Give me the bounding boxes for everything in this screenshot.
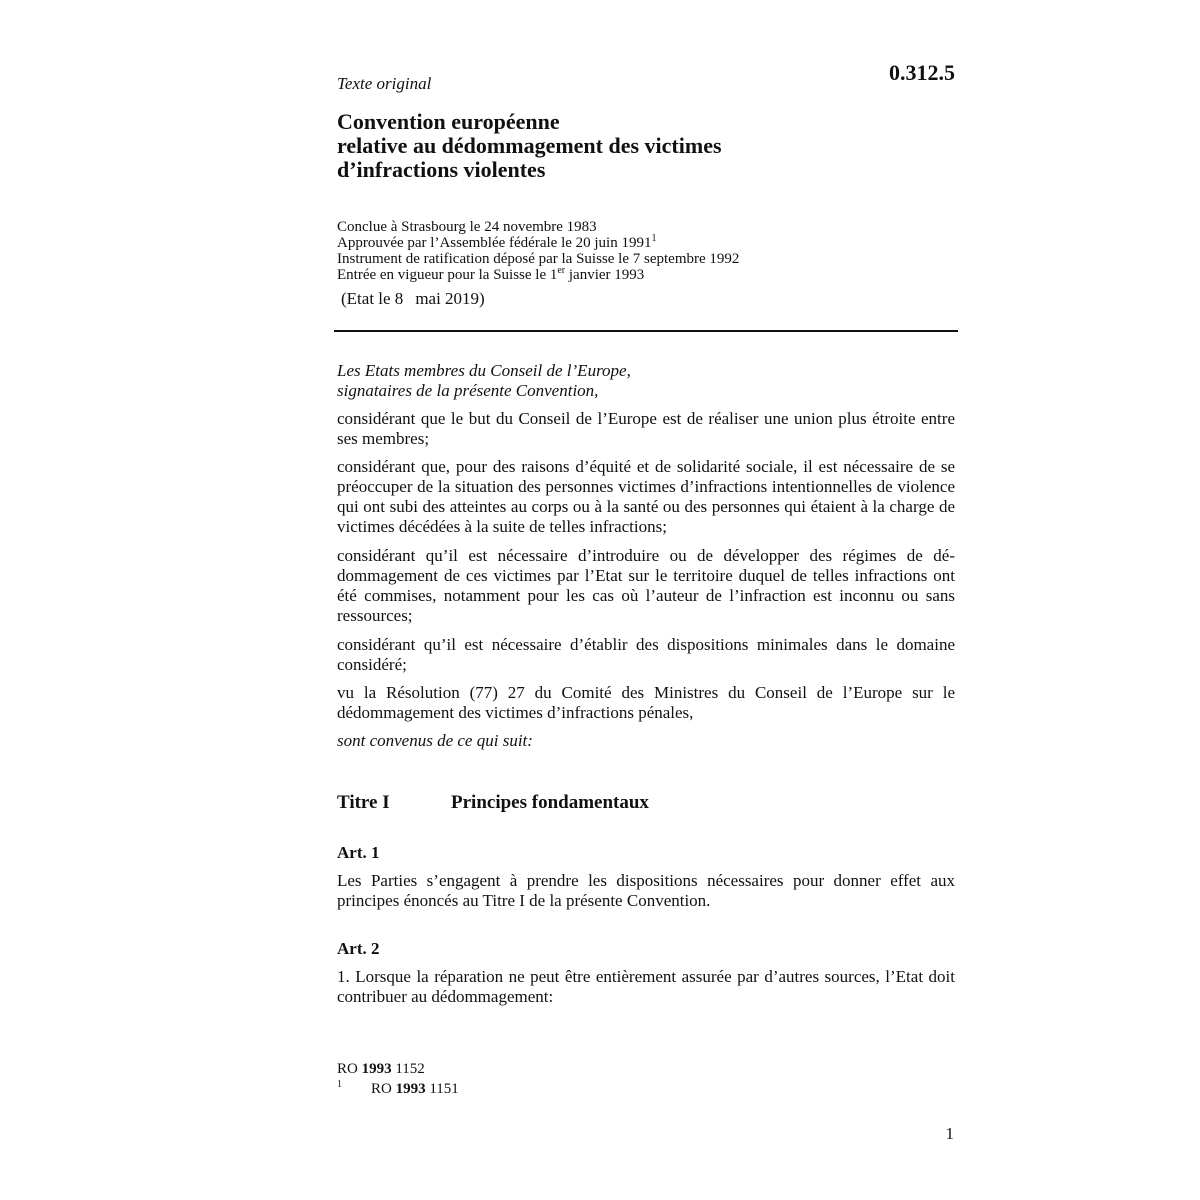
document-metadata (337, 219, 957, 283)
titre-name: Principes fondamentaux (451, 792, 649, 813)
document-title (337, 110, 957, 182)
preamble-paragraph-4: considérant qu’il est nécessaire d’établir des dispositions minimales dans le domaine considéré; (337, 635, 955, 674)
preamble-paragraph-2: considérant que, pour des raisons d’équité et de solidarité sociale, il est nécessaire de se préoccuper de la situation des personnes victimes d’infractions intentionnelles de violence qui ont subi des atteintes au corps ou à la santé ou des personnes qui étaient à la charge de victimes décédées à la suite de telles infractions; (337, 457, 955, 536)
page-number: 1 (945, 1124, 954, 1143)
preamble-paragraph-5: vu la Résolution (77) 27 du Comité des Ministres du Conseil de l’Europe sur le dédommagement des victimes d’infractions pénales, (337, 683, 955, 722)
state-date: (Etat le 8 mai 2019) (341, 289, 485, 308)
footnote-ref[interactable]: 1 (651, 233, 657, 244)
entry-into-force: Entrée en vigueur pour la Suisse le 1er janvier 1993 (337, 265, 645, 283)
preamble-paragraph-1: considérant que le but du Conseil de l’Europe est de réaliser une union plus étroite entre ses membres; (337, 409, 955, 448)
titre-number: Titre I (337, 792, 390, 813)
article-2-text: 1. Lorsque la réparation ne peut être entièrement assurée par d’autres sources, l’Etat doit contribuer au dédommagement: (337, 967, 955, 1006)
sr-number: 0.312.5 (889, 60, 955, 85)
ro-reference: RO 1993 1152 (337, 1061, 425, 1077)
title-line-1: Convention européenne (337, 109, 560, 134)
preamble-agreed: sont convenus de ce qui suit: (337, 731, 533, 750)
header-divider (334, 330, 958, 332)
preamble-intro: Les Etats membres du Conseil de l’Europe, signataires de la présente Convention, (337, 361, 631, 400)
approval-date: Approuvée par l’Assemblée fédérale le 20 juin 1991$^1$ (337, 233, 657, 251)
text-origin-label: Texte original (337, 74, 432, 93)
article-2-heading: Art. 2 (337, 939, 380, 958)
preamble-paragraph-3: considérant qu’il est nécessaire d’introduire ou de développer des régimes de dédommagement de ces victimes par l’Etat sur le territoire duquel de telles infractions ont été commises, notamment pour les cas où l’auteur de l’infraction est inconnu ou sans ressources; (337, 546, 955, 625)
title-line-2: relative au dédommagement des victimes (337, 133, 722, 158)
titre-heading (337, 792, 649, 814)
article-1-heading: Art. 1 (337, 843, 380, 862)
footnotes (337, 1059, 459, 1099)
article-1-text: Les Parties s’engagent à prendre les dispositions nécessaires pour donner effet aux principes énoncés au Titre I de la présente Convention. (337, 871, 955, 910)
footnote-1: 1 RO 1993 1151 (337, 1079, 459, 1097)
ratification-date: Instrument de ratification déposé par la Suisse le 7 septembre 1992 (337, 251, 740, 267)
title-line-3: d’infractions violentes (337, 157, 546, 182)
concluded-date: Conclue à Strasbourg le 24 novembre 1983 (337, 219, 597, 235)
